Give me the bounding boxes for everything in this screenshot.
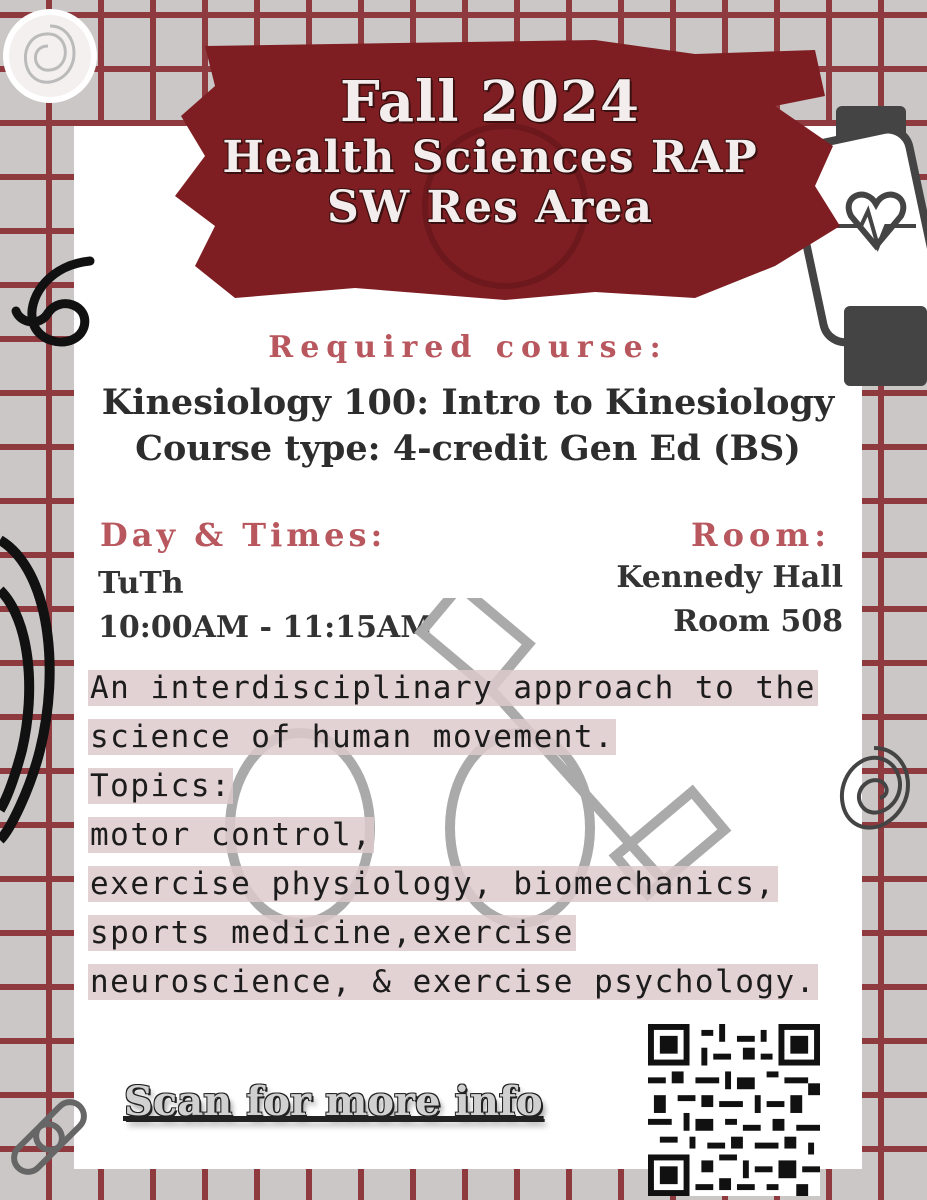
building: Kennedy Hall	[616, 560, 843, 595]
scribble-circle-icon	[0, 6, 104, 106]
required-course-label: Required course:	[268, 330, 668, 365]
course-description	[88, 664, 868, 1007]
desc-line: motor control,	[90, 817, 373, 853]
desc-line: science of human movement.	[90, 719, 615, 755]
desc-line: Topics:	[90, 768, 232, 804]
qr-code[interactable]	[648, 1024, 820, 1196]
title-program: Health Sciences RAP	[222, 132, 758, 183]
course-info	[74, 380, 862, 471]
course-type: Course type: 4-credit Gen Ed (BS)	[135, 427, 801, 469]
day-times-label: Day & Times:	[100, 516, 387, 554]
desc-line: sports medicine,exercise	[90, 915, 574, 951]
room-number: Room 508	[673, 603, 843, 639]
chain-link-icon	[6, 1088, 102, 1184]
title-area: SW Res Area	[327, 182, 653, 233]
title-term: Fall 2024	[340, 69, 640, 135]
course-name: Kinesiology 100: Intro to Kinesiology	[101, 382, 835, 423]
scan-for-info-label: Scan for more info	[124, 1078, 543, 1125]
days: TuTh	[98, 566, 184, 601]
room-label: Room:	[691, 516, 831, 554]
desc-line: exercise physiology, biomechanics,	[90, 866, 776, 902]
times: 10:00AM - 11:15AM	[98, 609, 434, 645]
desc-line: An interdisciplinary approach to the	[90, 670, 816, 706]
loop-shape-icon	[0, 530, 70, 850]
title-block	[150, 69, 830, 233]
desc-line: neuroscience, & exercise psychology.	[90, 964, 816, 1000]
